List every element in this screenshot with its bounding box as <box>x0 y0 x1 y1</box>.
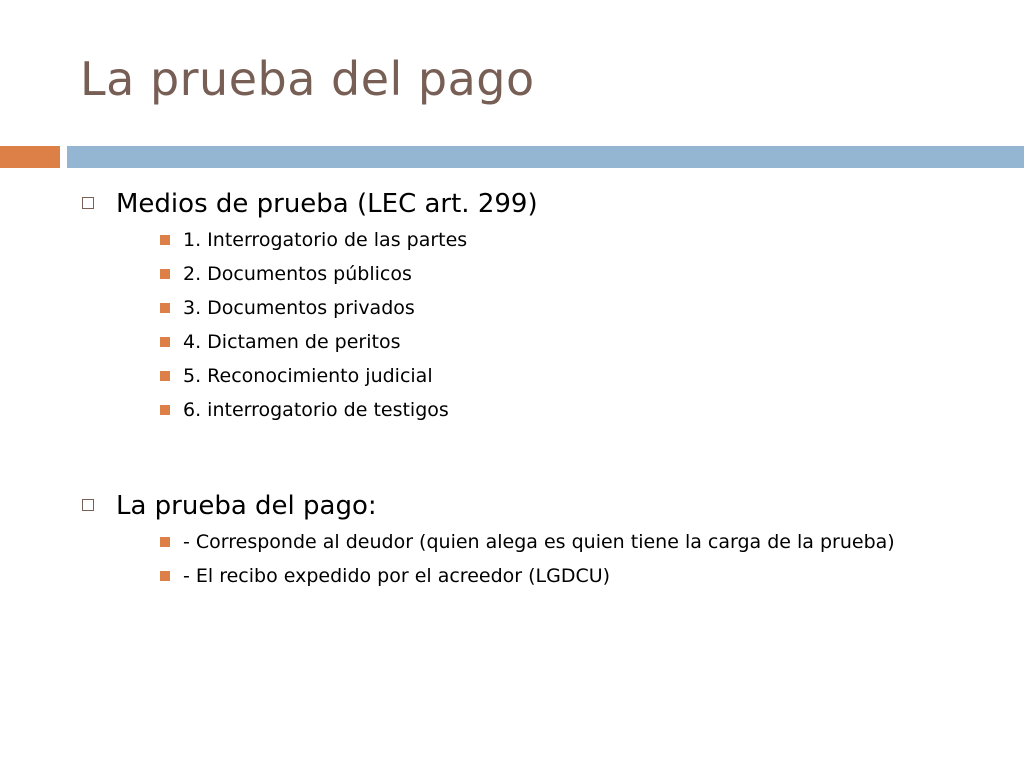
list-item <box>78 296 963 320</box>
section-heading <box>78 488 978 524</box>
square-bullet-icon <box>160 371 170 381</box>
section-heading-text: Medios de prueba (LEC art. 299) <box>116 189 538 219</box>
list-item-text: 6. interrogatorio de testigos <box>183 399 449 421</box>
hollow-square-bullet-icon <box>82 499 94 511</box>
list-item-text: - Corresponde al deudor (quien alega es quien tiene la carga de la prueba) <box>183 531 895 553</box>
square-bullet-icon <box>160 571 170 581</box>
accent-bar <box>0 146 60 168</box>
square-bullet-icon <box>160 337 170 347</box>
list-item <box>78 228 963 252</box>
list-item <box>78 564 963 588</box>
list-item-text: 2. Documentos públicos <box>183 263 412 285</box>
hollow-square-bullet-icon <box>82 197 94 209</box>
list-item-text: 4. Dictamen de peritos <box>183 331 401 353</box>
list-item-text: 5. Reconocimiento judicial <box>183 365 433 387</box>
list-item <box>78 364 963 388</box>
section-medios-de-prueba <box>78 186 978 432</box>
list-item <box>78 530 963 554</box>
list-item-text: 3. Documentos privados <box>183 297 415 319</box>
section-la-prueba-del-pago <box>78 488 978 598</box>
bullet-list <box>78 228 978 422</box>
square-bullet-icon <box>160 269 170 279</box>
section-heading-text: La prueba del pago: <box>116 491 377 521</box>
list-item-text: - El recibo expedido por el acreedor (LGDCU) <box>183 565 611 587</box>
list-item <box>78 398 963 422</box>
square-bullet-icon <box>160 405 170 415</box>
list-item-text: 1. Interrogatorio de las partes <box>183 229 468 251</box>
header-bar <box>67 146 1024 168</box>
square-bullet-icon <box>160 537 170 547</box>
bullet-list <box>78 530 978 588</box>
square-bullet-icon <box>160 303 170 313</box>
list-item <box>78 330 963 354</box>
list-item <box>78 262 963 286</box>
section-heading <box>78 186 978 222</box>
square-bullet-icon <box>160 235 170 245</box>
slide-title: La prueba del pago <box>80 52 535 106</box>
